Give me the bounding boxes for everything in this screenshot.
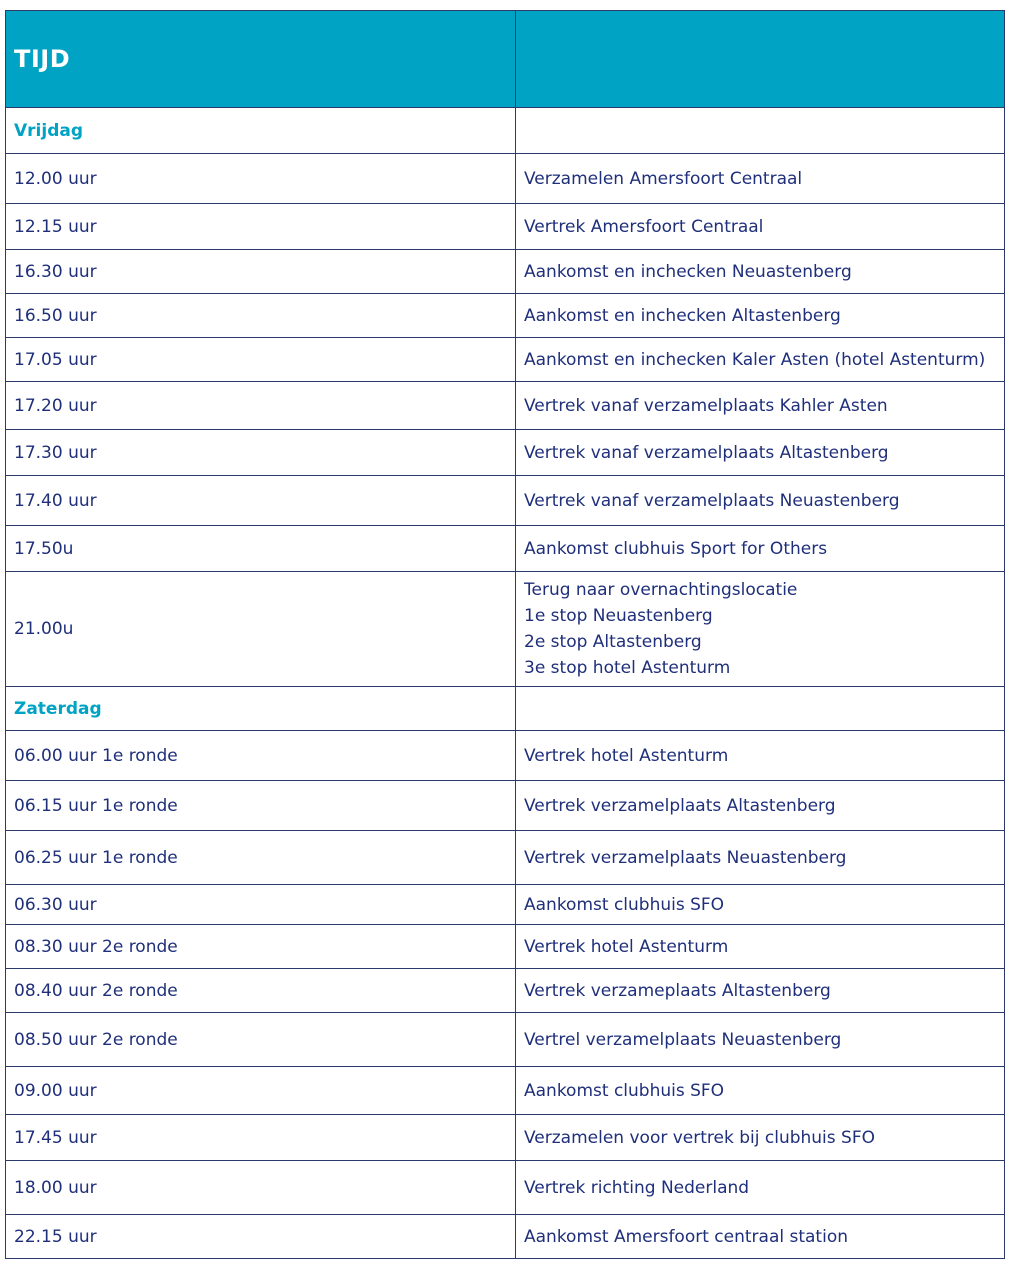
- time-cell: 17.05 uur: [6, 338, 516, 382]
- time-cell: 06.15 uur 1e ronde: [6, 781, 516, 831]
- table-row: [6, 204, 1005, 250]
- activity-cell: [516, 925, 1005, 969]
- activity-line: Verzamelen voor vertrek bij clubhuis SFO: [524, 1127, 875, 1148]
- activity-line: Aankomst en inchecken Altastenberg: [524, 305, 841, 326]
- activity-cell: [516, 476, 1005, 526]
- table-row: [6, 781, 1005, 831]
- table-row: [6, 885, 1005, 925]
- activity-line: Aankomst en inchecken Kaler Asten (hotel Astenturm): [524, 349, 986, 370]
- table-row: [6, 831, 1005, 885]
- table-row: [6, 1013, 1005, 1067]
- activity-line: Vertrek verzamelplaats Neuastenberg: [524, 847, 847, 868]
- time-cell: 17.30 uur: [6, 430, 516, 476]
- activity-line: Vertrek vanaf verzamelplaats Neuastenberg: [524, 490, 900, 511]
- time-cell: 18.00 uur: [6, 1161, 516, 1215]
- activity-cell: [516, 1215, 1005, 1259]
- time-cell: 16.50 uur: [6, 294, 516, 338]
- activity-line: Vertrel verzamelplaats Neuastenberg: [524, 1029, 842, 1050]
- table-row: [6, 250, 1005, 294]
- time-cell: 17.20 uur: [6, 382, 516, 430]
- time-cell: 08.30 uur 2e ronde: [6, 925, 516, 969]
- table-row: [6, 1215, 1005, 1259]
- table-row: [6, 154, 1005, 204]
- activity-cell: [516, 1013, 1005, 1067]
- activity-line: Verzamelen Amersfoort Centraal: [524, 168, 803, 189]
- time-cell: 06.25 uur 1e ronde: [6, 831, 516, 885]
- activity-cell: [516, 731, 1005, 781]
- table-row: [6, 1115, 1005, 1161]
- activity-cell: [516, 382, 1005, 430]
- table-row: [6, 430, 1005, 476]
- activity-line: Aankomst clubhuis SFO: [524, 1080, 725, 1101]
- time-cell: 17.50u: [6, 526, 516, 572]
- activity-line: Vertrek vanaf verzamelplaats Altastenberg: [524, 442, 889, 463]
- activity-cell: [516, 1067, 1005, 1115]
- day-label: Zaterdag: [6, 687, 516, 731]
- activity-line: Vertrek richting Nederland: [524, 1177, 750, 1198]
- activity-cell: [516, 250, 1005, 294]
- table-row: [6, 338, 1005, 382]
- activity-cell: [516, 1161, 1005, 1215]
- activity-cell: [516, 572, 1005, 687]
- activity-cell: [516, 885, 1005, 925]
- time-cell: 08.40 uur 2e ronde: [6, 969, 516, 1013]
- table-row: [6, 294, 1005, 338]
- schedule-table: [5, 10, 1005, 1259]
- time-cell: 17.45 uur: [6, 1115, 516, 1161]
- activity-cell: [516, 204, 1005, 250]
- table-row: [6, 476, 1005, 526]
- time-cell: 06.00 uur 1e ronde: [6, 731, 516, 781]
- day-row: [6, 687, 1005, 731]
- activity-line: 1e stop Neuastenberg: [524, 606, 713, 626]
- header-activity: [516, 11, 1005, 108]
- time-cell: 12.00 uur: [6, 154, 516, 204]
- day-empty-cell: [516, 108, 1005, 154]
- activity-cell: [516, 526, 1005, 572]
- time-cell: 06.30 uur: [6, 885, 516, 925]
- activity-cell: [516, 338, 1005, 382]
- day-label: Vrijdag: [6, 108, 516, 154]
- header-row: [6, 11, 1005, 108]
- time-cell: 22.15 uur: [6, 1215, 516, 1259]
- activity-line: Aankomst en inchecken Neuastenberg: [524, 261, 852, 282]
- activity-line: Aankomst Amersfoort centraal station: [524, 1226, 848, 1247]
- schedule-body: [6, 108, 1005, 1259]
- time-cell: 16.30 uur: [6, 250, 516, 294]
- activity-cell: [516, 430, 1005, 476]
- table-row: [6, 1067, 1005, 1115]
- time-cell: 08.50 uur 2e ronde: [6, 1013, 516, 1067]
- table-row: [6, 731, 1005, 781]
- activity-cell: [516, 154, 1005, 204]
- table-row: [6, 382, 1005, 430]
- activity-cell: [516, 781, 1005, 831]
- table-row: [6, 572, 1005, 687]
- activity-cell: [516, 1115, 1005, 1161]
- table-row: [6, 925, 1005, 969]
- time-cell: 17.40 uur: [6, 476, 516, 526]
- table-row: [6, 1161, 1005, 1215]
- day-empty-cell: [516, 687, 1005, 731]
- activity-line: Vertrek verzamelplaats Altastenberg: [524, 795, 836, 816]
- activity-line: 2e stop Altastenberg: [524, 632, 702, 652]
- activity-line: Terug naar overnachtingslocatie: [524, 580, 798, 600]
- time-cell: 12.15 uur: [6, 204, 516, 250]
- time-cell: 21.00u: [6, 572, 516, 687]
- activity-cell: [516, 969, 1005, 1013]
- activity-line: Vertrek vanaf verzamelplaats Kahler Asten: [524, 395, 888, 416]
- activity-cell: [516, 294, 1005, 338]
- activity-line: Vertrek Amersfoort Centraal: [524, 216, 764, 237]
- activity-line: 3e stop hotel Astenturm: [524, 658, 731, 678]
- activity-line: Vertrek hotel Astenturm: [524, 936, 729, 957]
- header-time: TIJD: [6, 11, 516, 108]
- time-cell: 09.00 uur: [6, 1067, 516, 1115]
- table-row: [6, 969, 1005, 1013]
- day-row: [6, 108, 1005, 154]
- table-row: [6, 526, 1005, 572]
- activity-line: Vertrek hotel Astenturm: [524, 745, 729, 766]
- activity-cell: [516, 831, 1005, 885]
- activity-line: Aankomst clubhuis SFO: [524, 894, 725, 915]
- activity-line: Aankomst clubhuis Sport for Others: [524, 538, 828, 559]
- activity-line: Vertrek verzameplaats Altastenberg: [524, 980, 831, 1001]
